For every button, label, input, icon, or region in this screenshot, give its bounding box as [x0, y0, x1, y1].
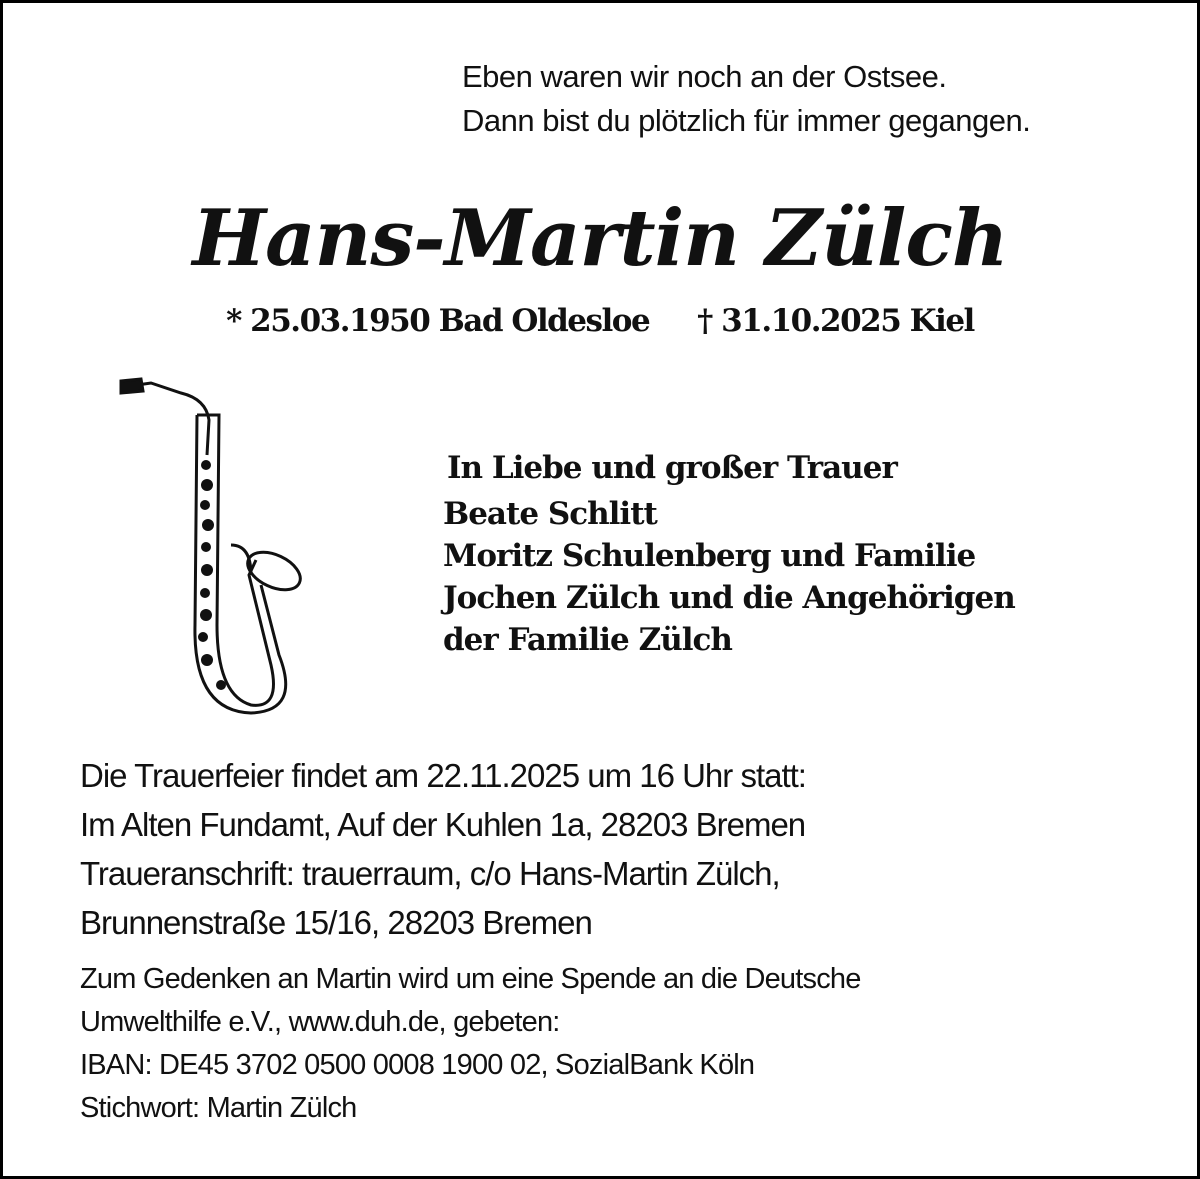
donation-line: IBAN: DE45 3702 0500 0008 1900 02, SozialBank Köln: [80, 1049, 755, 1081]
quote-line: Eben waren wir noch an der Ostsee.: [462, 59, 947, 94]
birth-date: * 25.03.1950 Bad Oldesloe: [226, 303, 650, 339]
donation-line: Zum Gedenken an Martin wird um eine Spende an die Deutsche: [80, 963, 861, 995]
details-line: Im Alten Fundamt, Auf der Kuhlen 1a, 28203 Bremen: [80, 806, 806, 843]
quote: [462, 55, 1030, 143]
life-dates: [3, 303, 1197, 339]
deceased-name: Hans-Martin Zülch: [192, 193, 1008, 284]
mourner: Moritz Schulenberg und Familie: [443, 538, 976, 574]
death-date: † 31.10.2025 Kiel: [697, 303, 974, 339]
mourner: der Familie Zülch: [443, 622, 732, 658]
donation-info: [80, 958, 861, 1130]
mourner: Beate Schlitt: [443, 496, 657, 532]
mourners: [443, 447, 1015, 661]
quote-line: Dann bist du plötzlich für immer gegangen.: [462, 103, 1031, 138]
donation-line: Stichwort: Martin Zülch: [80, 1092, 357, 1124]
details-line: Die Trauerfeier findet am 22.11.2025 um 16 Uhr statt:: [80, 757, 806, 794]
details-line: Traueranschrift: trauerraum, c/o Hans-Martin Zülch,: [80, 855, 780, 892]
saxophone-illustration: [111, 375, 311, 720]
mourning-phrase: In Liebe und großer Trauer: [447, 450, 897, 486]
mourner: Jochen Zülch und die Angehörigen: [443, 580, 1015, 616]
donation-line: Umwelthilfe e.V., www.duh.de, gebeten:: [80, 1006, 560, 1038]
details-line: Brunnenstraße 15/16, 28203 Bremen: [80, 904, 592, 941]
funeral-details: [80, 751, 806, 947]
